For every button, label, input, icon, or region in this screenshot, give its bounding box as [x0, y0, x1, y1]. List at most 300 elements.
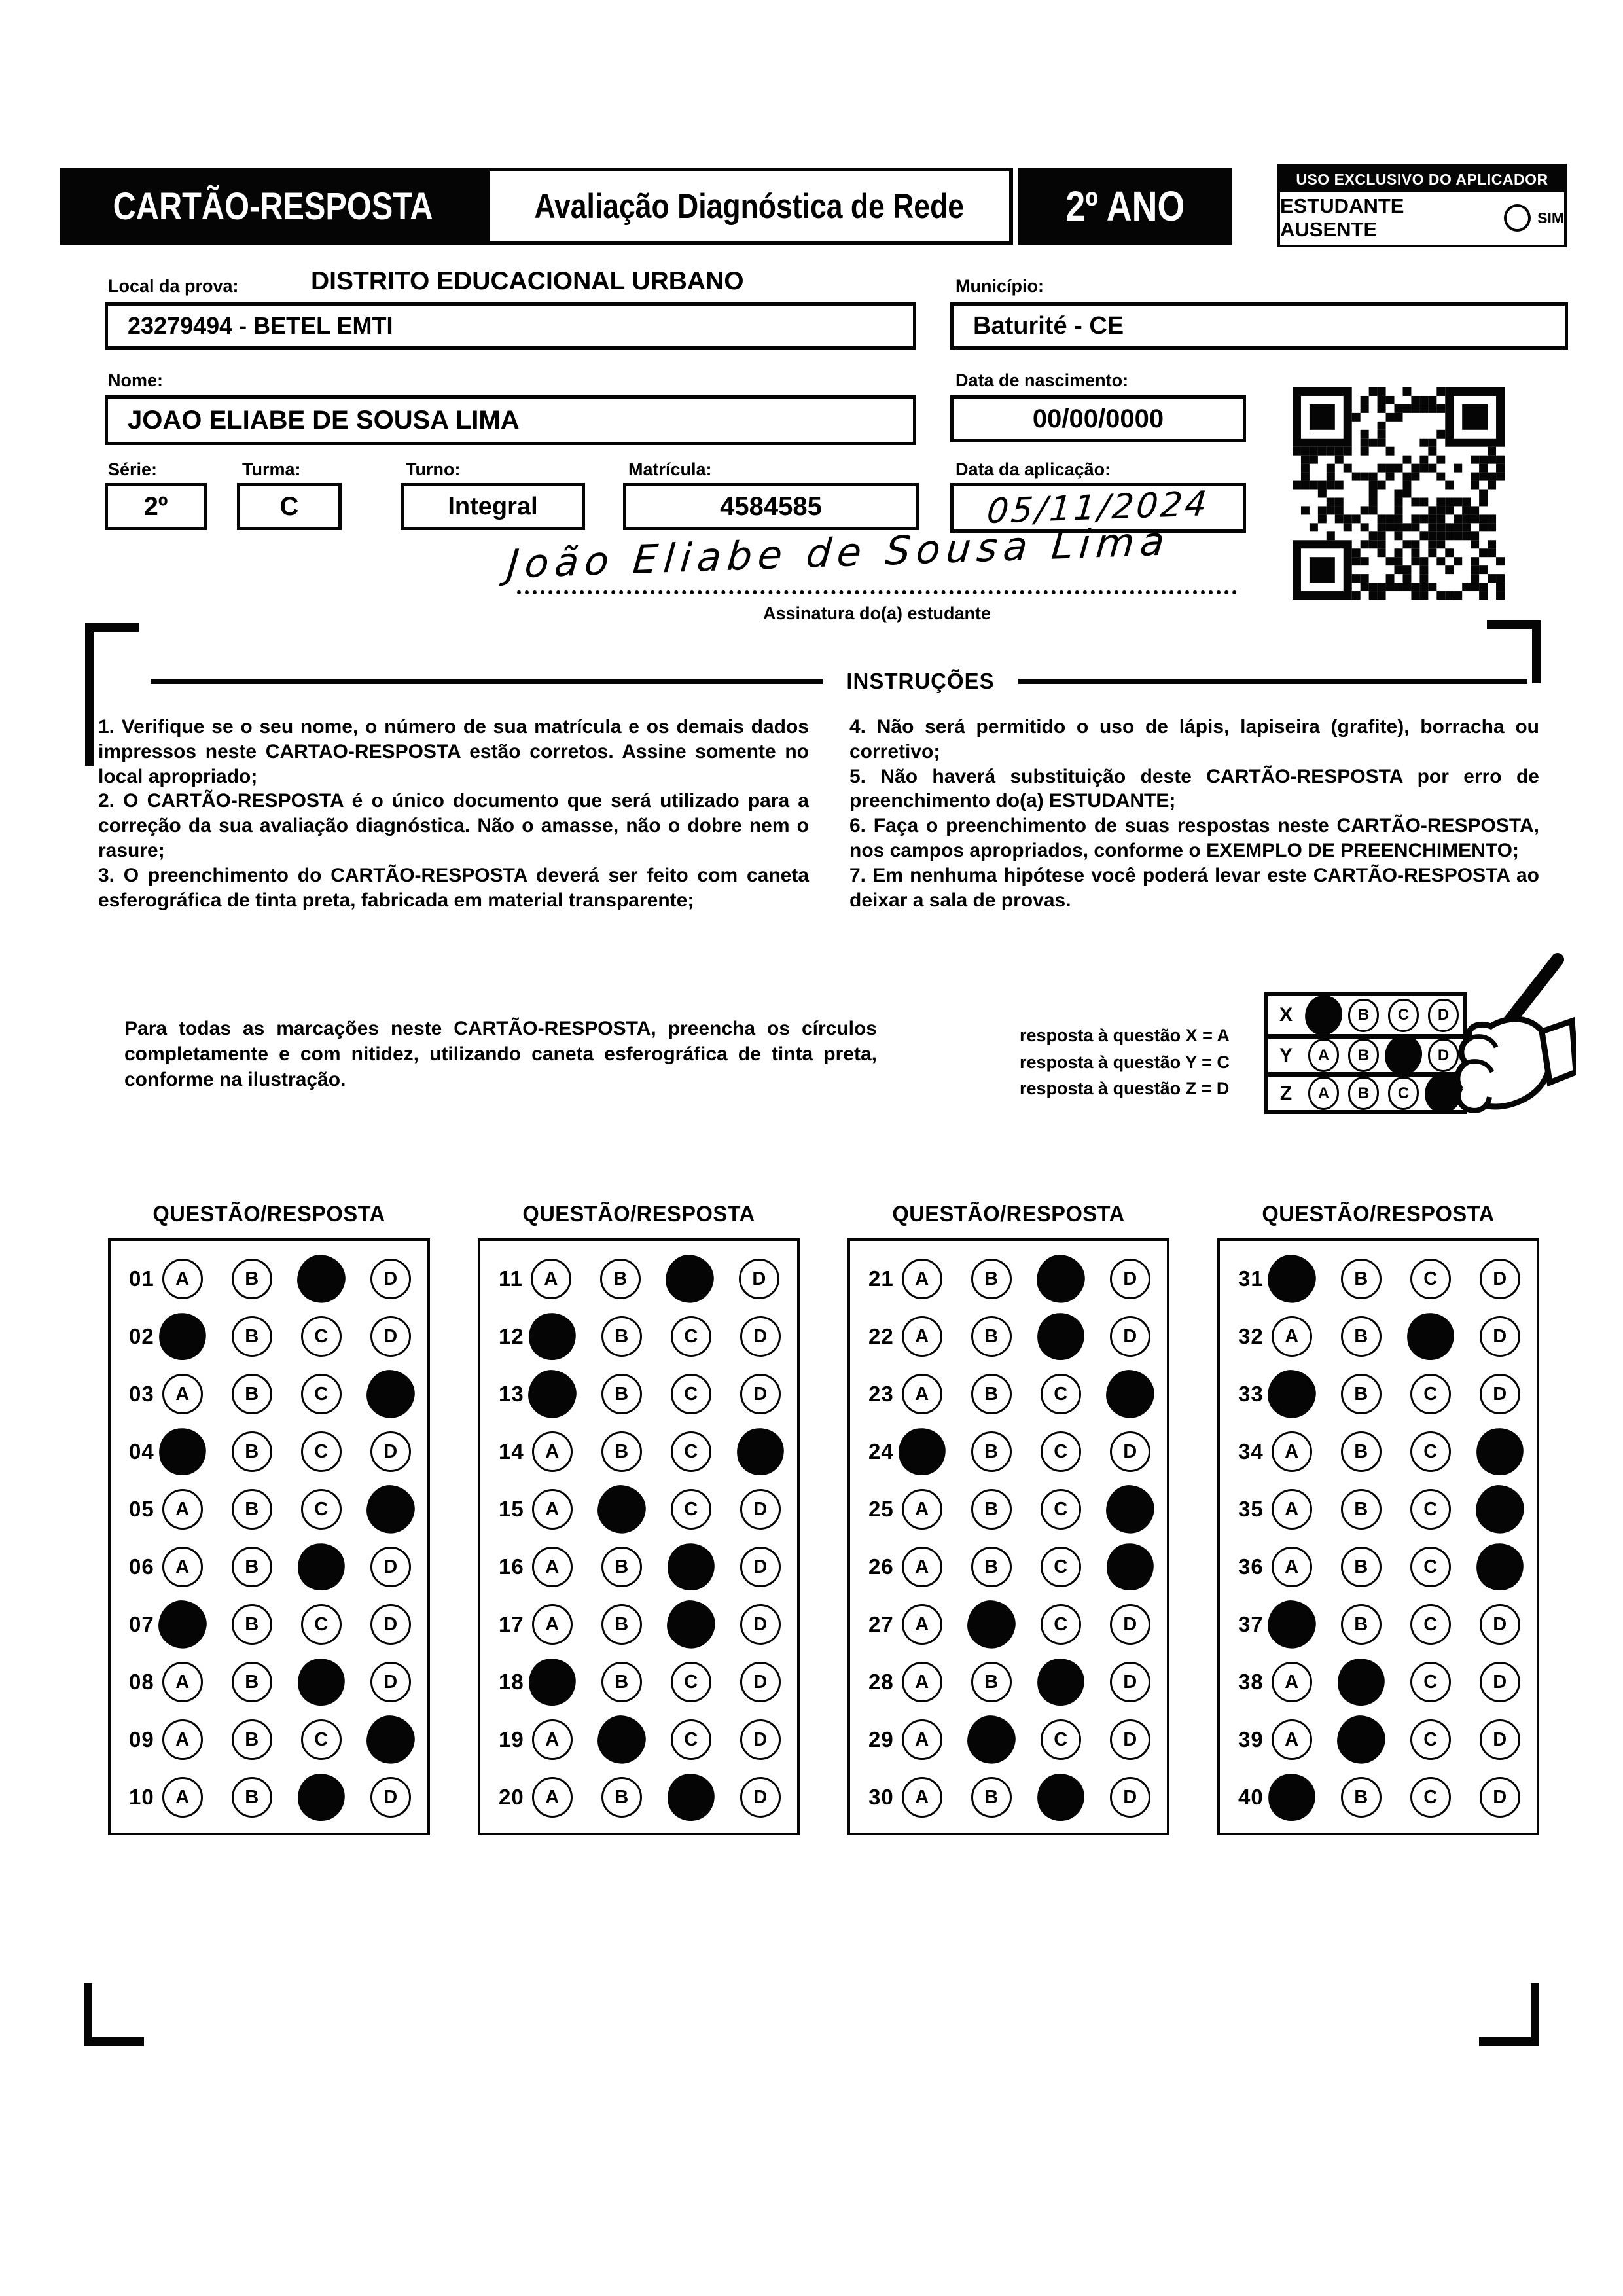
- bubble-24-C[interactable]: C: [1041, 1431, 1081, 1472]
- bubble-21-B[interactable]: B: [971, 1259, 1012, 1299]
- bubble-40-C[interactable]: C: [1410, 1777, 1451, 1818]
- aplicacao-label: Data da aplicação:: [955, 459, 1111, 479]
- bubble-32-B[interactable]: B: [1341, 1316, 1382, 1357]
- school-field: [105, 302, 916, 350]
- card-title-banner: [60, 168, 486, 245]
- divider-line-left: [151, 679, 823, 684]
- bubble-35-C[interactable]: C: [1410, 1489, 1451, 1530]
- bubble-21-A[interactable]: A: [902, 1259, 942, 1299]
- bubble-35-D[interactable]: [1472, 1482, 1527, 1537]
- bubble-08-B[interactable]: B: [232, 1662, 272, 1702]
- question-number: 16: [499, 1554, 524, 1579]
- question-number: 33: [1238, 1382, 1264, 1406]
- bubble-04-A[interactable]: [156, 1426, 209, 1478]
- bubble-36-C[interactable]: C: [1410, 1547, 1451, 1587]
- bubble-20-A[interactable]: A: [532, 1777, 573, 1818]
- bubble-18-C[interactable]: C: [671, 1662, 711, 1702]
- question-row-36: [1220, 1538, 1537, 1596]
- bubble-15-D[interactable]: D: [740, 1489, 781, 1530]
- question-number: 20: [499, 1785, 524, 1809]
- bubble-04-C[interactable]: C: [301, 1431, 342, 1472]
- bubble-10-D[interactable]: D: [370, 1777, 411, 1818]
- question-row-34: [1220, 1423, 1537, 1480]
- bubble-11-D[interactable]: D: [739, 1259, 779, 1299]
- bubble-36-A[interactable]: A: [1272, 1547, 1312, 1587]
- bubble-27-B[interactable]: [964, 1597, 1019, 1652]
- instruction-item: 7. Em nenhuma hipótese você poderá levar este CARTÃO-RESPOSTA ao deixar a sala de provas.: [849, 864, 1539, 911]
- bubble-06-A[interactable]: A: [162, 1547, 203, 1587]
- bubble-02-D[interactable]: D: [370, 1316, 411, 1357]
- bubble-33-C[interactable]: C: [1410, 1374, 1451, 1414]
- example-bubble-X-C: C: [1388, 999, 1419, 1032]
- bubble-32-C[interactable]: [1404, 1310, 1457, 1363]
- bubble-03-C[interactable]: C: [301, 1374, 342, 1414]
- nascimento-field: [950, 395, 1246, 442]
- bubble-17-B[interactable]: B: [601, 1604, 642, 1645]
- bubble-32-D[interactable]: D: [1480, 1316, 1520, 1357]
- bubble-39-D[interactable]: D: [1480, 1719, 1520, 1760]
- bubble-02-A[interactable]: [156, 1310, 209, 1363]
- bubble-07-D[interactable]: D: [370, 1604, 411, 1645]
- question-number: 30: [868, 1785, 894, 1809]
- bubble-26-D[interactable]: [1104, 1541, 1156, 1593]
- example-bubble-X-A: [1302, 992, 1345, 1038]
- question-row-38: [1220, 1653, 1537, 1711]
- exam-title-box: [486, 168, 1013, 245]
- card-title: CARTÃO-RESPOSTA: [113, 185, 433, 228]
- municipio-value: Baturité - CE: [973, 312, 1124, 340]
- bubble-37-C[interactable]: C: [1410, 1604, 1451, 1645]
- bubble-01-A[interactable]: A: [162, 1259, 203, 1299]
- bubble-28-D[interactable]: D: [1110, 1662, 1150, 1702]
- bubble-26-A[interactable]: A: [902, 1547, 942, 1587]
- question-number: 35: [1238, 1497, 1264, 1521]
- municipio-field: [950, 302, 1568, 350]
- bubble-18-B[interactable]: B: [601, 1662, 642, 1702]
- bubble-03-D[interactable]: [363, 1367, 418, 1422]
- bubble-23-D[interactable]: [1103, 1367, 1158, 1422]
- example-row-label: X: [1279, 1004, 1293, 1026]
- nome-value: JOAO ELIABE DE SOUSA LIMA: [128, 405, 520, 435]
- bubble-09-C[interactable]: C: [301, 1719, 342, 1760]
- bubble-06-B[interactable]: B: [232, 1547, 272, 1587]
- bubble-23-C[interactable]: C: [1041, 1374, 1081, 1414]
- instruction-item: 3. O preenchimento do CARTÃO-RESPOSTA deverá ser feito com caneta esferográfica de tinta preta, fabricada em material transparente;: [98, 864, 809, 911]
- question-row-17: [480, 1596, 797, 1653]
- example-bubble-X-D: D: [1428, 999, 1459, 1032]
- question-row-28: [850, 1653, 1167, 1711]
- question-row-19: [480, 1711, 797, 1768]
- bubble-19-A[interactable]: A: [532, 1719, 573, 1760]
- turma-value: C: [279, 492, 299, 521]
- turno-label: Turno:: [406, 459, 461, 479]
- bubble-25-D[interactable]: [1103, 1482, 1158, 1537]
- bubble-09-D[interactable]: [363, 1712, 418, 1767]
- bubble-15-A[interactable]: A: [532, 1489, 573, 1530]
- question-number: 38: [1238, 1670, 1264, 1694]
- instruction-item: 4. Não será permitido o uso de lápis, lapiseira (grafite), borracha ou corretivo;: [849, 716, 1539, 762]
- bubble-14-B[interactable]: B: [601, 1431, 642, 1472]
- bubble-35-B[interactable]: B: [1341, 1489, 1382, 1530]
- example-legend-y: resposta à questão Y = C: [1020, 1052, 1230, 1072]
- question-number: 11: [499, 1266, 523, 1291]
- bubble-05-D[interactable]: [363, 1482, 418, 1537]
- bubble-25-A[interactable]: A: [902, 1489, 942, 1530]
- serie-label: Série:: [108, 459, 158, 479]
- bubble-11-C[interactable]: [662, 1251, 717, 1306]
- bubble-08-C[interactable]: [295, 1656, 348, 1708]
- question-row-04: [111, 1423, 427, 1480]
- bubble-37-B[interactable]: B: [1341, 1604, 1382, 1645]
- bubble-14-C[interactable]: C: [671, 1431, 711, 1472]
- question-row-24: [850, 1423, 1167, 1480]
- answers-column-box-4: [1217, 1238, 1539, 1835]
- grade-banner: [1018, 168, 1232, 245]
- question-row-39: [1220, 1711, 1537, 1768]
- nome-label: Nome:: [108, 370, 164, 390]
- bubble-34-D[interactable]: [1474, 1426, 1526, 1478]
- question-row-32: [1220, 1308, 1537, 1365]
- bubble-29-A[interactable]: A: [902, 1719, 942, 1760]
- bubble-05-C[interactable]: C: [301, 1489, 342, 1530]
- bubble-15-C[interactable]: C: [671, 1489, 711, 1530]
- bubble-27-C[interactable]: C: [1041, 1604, 1081, 1645]
- bubble-19-C[interactable]: C: [671, 1719, 711, 1760]
- aplicacao-handwritten-value: 05/11/2024: [985, 484, 1211, 532]
- bubble-19-B[interactable]: [594, 1712, 649, 1767]
- municipio-label: Município:: [955, 276, 1044, 296]
- bubble-08-D[interactable]: D: [370, 1662, 411, 1702]
- answers-column-box-2: [478, 1238, 800, 1835]
- local-label: Local da prova:: [108, 276, 239, 296]
- example-bubble-Y-B: B: [1348, 1039, 1379, 1072]
- turma-label: Turma:: [242, 459, 301, 479]
- grade-label: 2º ANO: [1065, 183, 1185, 230]
- signature-caption: Assinatura do(a) estudante: [762, 603, 991, 623]
- bubble-38-C[interactable]: C: [1410, 1662, 1451, 1702]
- bubble-25-C[interactable]: C: [1041, 1489, 1081, 1530]
- example-row-label: Y: [1279, 1044, 1293, 1066]
- bubble-16-D[interactable]: D: [740, 1547, 781, 1587]
- instruction-item: 6. Faça o preenchimento de suas respostas neste CARTÃO-RESPOSTA, nos campos apropriados, conforme o EXEMPLO DE PREENCHIMENTO;: [849, 815, 1539, 861]
- question-row-21: [850, 1250, 1167, 1308]
- bubble-30-A[interactable]: A: [902, 1777, 942, 1818]
- bubble-38-A[interactable]: A: [1272, 1662, 1312, 1702]
- answers-column-title-4: QUESTÃO/RESPOSTA: [1262, 1202, 1495, 1227]
- bubble-22-A[interactable]: A: [902, 1316, 942, 1357]
- bubble-24-D[interactable]: D: [1110, 1431, 1150, 1472]
- instructions-column-left: [98, 715, 809, 912]
- question-number: 03: [129, 1382, 154, 1406]
- bubble-38-B[interactable]: [1335, 1656, 1387, 1708]
- bubble-17-D[interactable]: D: [740, 1604, 781, 1645]
- answers-column-title-1: QUESTÃO/RESPOSTA: [152, 1202, 385, 1227]
- bubble-34-B[interactable]: B: [1341, 1431, 1382, 1472]
- question-row-16: [480, 1538, 797, 1596]
- crop-mark-bottom-left: [84, 1983, 144, 2046]
- answers-column-box-3: [847, 1238, 1169, 1835]
- question-number: 01: [129, 1266, 154, 1291]
- bubble-31-B[interactable]: B: [1341, 1259, 1382, 1299]
- question-number: 23: [868, 1382, 894, 1406]
- bubble-33-D[interactable]: D: [1480, 1374, 1520, 1414]
- question-row-25: [850, 1480, 1167, 1538]
- school-value: 23279494 - BETEL EMTI: [128, 312, 393, 339]
- question-row-13: [480, 1365, 797, 1423]
- turma-field: [237, 483, 342, 530]
- bubble-34-A[interactable]: A: [1272, 1431, 1312, 1472]
- bubble-33-B[interactable]: B: [1341, 1374, 1382, 1414]
- bubble-07-C[interactable]: C: [301, 1604, 342, 1645]
- qr-code: [1293, 387, 1505, 600]
- bubble-25-B[interactable]: B: [971, 1489, 1012, 1530]
- bubble-20-C[interactable]: [665, 1771, 717, 1823]
- question-number: 27: [868, 1612, 894, 1636]
- nascimento-label: Data de nascimento:: [955, 370, 1129, 390]
- question-number: 26: [868, 1554, 894, 1579]
- example-legend-z: resposta à questão Z = D: [1020, 1079, 1230, 1098]
- bubble-27-D[interactable]: D: [1110, 1604, 1150, 1645]
- bubble-39-B[interactable]: [1334, 1712, 1389, 1767]
- bubble-39-C[interactable]: C: [1410, 1719, 1451, 1760]
- bubble-26-B[interactable]: B: [971, 1547, 1012, 1587]
- absent-checkbox-circle[interactable]: [1504, 204, 1531, 232]
- bubble-14-A[interactable]: A: [532, 1431, 573, 1472]
- bubble-13-D[interactable]: D: [740, 1374, 781, 1414]
- question-row-15: [480, 1480, 797, 1538]
- absent-label: ESTUDANTE AUSENTE: [1280, 194, 1404, 241]
- bubble-17-A[interactable]: A: [532, 1604, 573, 1645]
- bubble-04-D[interactable]: D: [370, 1431, 411, 1472]
- bubble-22-B[interactable]: B: [971, 1316, 1012, 1357]
- question-number: 04: [129, 1439, 154, 1463]
- bubble-03-B[interactable]: B: [232, 1374, 272, 1414]
- bubble-28-A[interactable]: A: [902, 1662, 942, 1702]
- bubble-32-A[interactable]: A: [1272, 1316, 1312, 1357]
- bubble-21-D[interactable]: D: [1110, 1259, 1150, 1299]
- question-row-18: [480, 1653, 797, 1711]
- bubble-28-B[interactable]: B: [971, 1662, 1012, 1702]
- question-number: 29: [868, 1727, 894, 1751]
- bubble-09-A[interactable]: A: [162, 1719, 203, 1760]
- bubble-17-C[interactable]: [664, 1597, 719, 1652]
- nascimento-value: 00/00/0000: [1032, 404, 1164, 433]
- bubble-05-B[interactable]: B: [232, 1489, 272, 1530]
- bubble-02-C[interactable]: C: [301, 1316, 342, 1357]
- question-row-05: [111, 1480, 427, 1538]
- bubble-07-B[interactable]: B: [232, 1604, 272, 1645]
- bubble-28-C[interactable]: [1035, 1656, 1087, 1708]
- bubble-12-D[interactable]: D: [740, 1316, 781, 1357]
- bubble-11-B[interactable]: B: [600, 1259, 641, 1299]
- bubble-37-D[interactable]: D: [1480, 1604, 1520, 1645]
- bubble-30-D[interactable]: D: [1110, 1777, 1150, 1818]
- bubble-21-C[interactable]: [1033, 1251, 1088, 1306]
- bubble-18-D[interactable]: D: [740, 1662, 781, 1702]
- bubble-38-D[interactable]: D: [1480, 1662, 1520, 1702]
- bubble-40-B[interactable]: B: [1341, 1777, 1382, 1818]
- bubble-01-D[interactable]: D: [370, 1259, 411, 1299]
- bubble-20-B[interactable]: B: [601, 1777, 642, 1818]
- question-number: 06: [129, 1554, 154, 1579]
- question-number: 18: [499, 1670, 524, 1694]
- bubble-24-B[interactable]: B: [971, 1431, 1012, 1472]
- question-number: 39: [1238, 1727, 1264, 1751]
- question-row-27: [850, 1596, 1167, 1653]
- example-row-label: Z: [1279, 1082, 1293, 1104]
- question-row-08: [111, 1653, 427, 1711]
- matricula-field: [623, 483, 919, 530]
- question-number: 17: [499, 1612, 524, 1636]
- bubble-03-A[interactable]: A: [162, 1374, 203, 1414]
- bubble-40-D[interactable]: D: [1480, 1777, 1520, 1818]
- question-row-30: [850, 1768, 1167, 1826]
- example-legend-x: resposta à questão X = A: [1020, 1026, 1230, 1045]
- signature-line[interactable]: [517, 558, 1237, 594]
- question-number: 02: [129, 1324, 154, 1348]
- bubble-13-C[interactable]: C: [671, 1374, 711, 1414]
- bubble-16-B[interactable]: B: [601, 1547, 642, 1587]
- bubble-02-B[interactable]: B: [232, 1316, 272, 1357]
- bubble-19-D[interactable]: D: [740, 1719, 781, 1760]
- applicator-box: [1277, 164, 1567, 247]
- question-row-11: [480, 1250, 797, 1308]
- bubble-20-D[interactable]: D: [740, 1777, 781, 1818]
- student-signature-handwritten[interactable]: João Eliabe de Sousa Lima: [505, 518, 1173, 588]
- instructions-column-right: [849, 715, 1539, 912]
- example-bubble-Z-C: C: [1388, 1077, 1419, 1110]
- answers-column-title-3: QUESTÃO/RESPOSTA: [892, 1202, 1125, 1227]
- bubble-01-C[interactable]: [294, 1251, 349, 1306]
- question-number: 14: [499, 1439, 524, 1463]
- bubble-37-A[interactable]: [1264, 1597, 1319, 1652]
- bubble-16-A[interactable]: A: [532, 1547, 573, 1587]
- bubble-39-A[interactable]: A: [1272, 1719, 1312, 1760]
- question-row-29: [850, 1711, 1167, 1768]
- divider-line-right: [1018, 679, 1527, 684]
- instruction-item: 1. Verifique se o seu nome, o número de sua matrícula e os demais dados impressos neste CARTAO-RESPOSTA estão corretos. Assine somente no local apropriado;: [98, 716, 809, 787]
- example-bubble-Y-A: A: [1308, 1039, 1339, 1072]
- bubble-05-A[interactable]: A: [162, 1489, 203, 1530]
- bubble-36-B[interactable]: B: [1341, 1547, 1382, 1587]
- question-number: 21: [868, 1266, 894, 1291]
- bubble-30-C[interactable]: [1035, 1771, 1087, 1823]
- question-row-40: [1220, 1768, 1537, 1826]
- question-number: 19: [499, 1727, 524, 1751]
- bubble-12-B[interactable]: B: [601, 1316, 642, 1357]
- bubble-10-B[interactable]: B: [232, 1777, 272, 1818]
- question-number: 12: [499, 1324, 524, 1348]
- question-row-35: [1220, 1480, 1537, 1538]
- bubble-15-B[interactable]: [594, 1482, 649, 1537]
- hand-pen-illustration: [1393, 948, 1576, 1151]
- bubble-06-D[interactable]: D: [370, 1547, 411, 1587]
- bubble-13-A[interactable]: [525, 1367, 580, 1422]
- bubble-06-C[interactable]: [295, 1541, 348, 1593]
- bubble-36-D[interactable]: [1474, 1541, 1526, 1593]
- bubble-31-A[interactable]: [1264, 1251, 1319, 1306]
- bubble-10-A[interactable]: A: [162, 1777, 203, 1818]
- example-bubble-Z-A: A: [1308, 1077, 1339, 1110]
- matricula-value: 4584585: [720, 492, 822, 521]
- question-row-22: [850, 1308, 1167, 1365]
- bubble-29-C[interactable]: C: [1041, 1719, 1081, 1760]
- bubble-22-C[interactable]: [1035, 1310, 1087, 1363]
- bubble-10-C[interactable]: [295, 1771, 348, 1823]
- bubble-29-B[interactable]: [964, 1712, 1019, 1767]
- bubble-13-B[interactable]: B: [601, 1374, 642, 1414]
- example-bubble-X-B: B: [1348, 999, 1379, 1032]
- bubble-07-A[interactable]: [155, 1597, 210, 1652]
- question-row-06: [111, 1538, 427, 1596]
- turno-field: [401, 483, 585, 530]
- bubble-35-A[interactable]: A: [1272, 1489, 1312, 1530]
- question-number: 36: [1238, 1554, 1264, 1579]
- answers-column-title-2: QUESTÃO/RESPOSTA: [522, 1202, 755, 1227]
- bubble-14-D[interactable]: [734, 1426, 787, 1478]
- bubble-34-C[interactable]: C: [1410, 1431, 1451, 1472]
- bubble-31-D[interactable]: D: [1480, 1259, 1520, 1299]
- serie-field: [105, 483, 207, 530]
- matricula-label: Matrícula:: [628, 459, 712, 479]
- bubble-12-C[interactable]: C: [671, 1316, 711, 1357]
- bubble-31-C[interactable]: C: [1410, 1259, 1451, 1299]
- bubble-12-A[interactable]: [526, 1310, 579, 1363]
- bubble-24-A[interactable]: [896, 1426, 948, 1478]
- bubble-22-D[interactable]: D: [1110, 1316, 1150, 1357]
- bubble-18-A[interactable]: [526, 1656, 579, 1708]
- question-number: 28: [868, 1670, 894, 1694]
- bubble-08-A[interactable]: A: [162, 1662, 203, 1702]
- bubble-11-A[interactable]: A: [531, 1259, 571, 1299]
- question-row-31: [1220, 1250, 1537, 1308]
- instruction-item: 5. Não haverá substituição deste CARTÃO-RESPOSTA por erro de preenchimento do(a) ESTUDANTE;: [849, 765, 1539, 812]
- question-row-12: [480, 1308, 797, 1365]
- bubble-27-A[interactable]: A: [902, 1604, 942, 1645]
- crop-mark-bottom-right: [1479, 1983, 1539, 2046]
- question-row-20: [480, 1768, 797, 1826]
- question-number: 10: [129, 1785, 154, 1809]
- question-row-03: [111, 1365, 427, 1423]
- bubble-23-B[interactable]: B: [971, 1374, 1012, 1414]
- bubble-40-A[interactable]: [1266, 1771, 1318, 1823]
- question-number: 25: [868, 1497, 894, 1521]
- question-number: 34: [1238, 1439, 1264, 1463]
- bubble-01-B[interactable]: B: [232, 1259, 272, 1299]
- bubble-23-A[interactable]: A: [902, 1374, 942, 1414]
- question-row-26: [850, 1538, 1167, 1596]
- instructions-divider: [151, 669, 1527, 694]
- applicator-box-title: USO EXCLUSIVO DO APLICADOR: [1280, 166, 1564, 192]
- question-number: 15: [499, 1497, 524, 1521]
- bubble-30-B[interactable]: B: [971, 1777, 1012, 1818]
- question-row-01: [111, 1250, 427, 1308]
- bubble-04-B[interactable]: B: [232, 1431, 272, 1472]
- answers-column-box-1: [108, 1238, 430, 1835]
- question-row-23: [850, 1365, 1167, 1423]
- instructions-title: INSTRUÇÕES: [846, 669, 995, 693]
- question-number: 37: [1238, 1612, 1264, 1636]
- example-instruction-text: Para todas as marcações neste CARTÃO-RESPOSTA, preencha os círculos completamente e com nitidez, utilizando caneta esferográfica de tinta preta, conforme na ilustração.: [124, 1018, 877, 1090]
- bubble-29-D[interactable]: D: [1110, 1719, 1150, 1760]
- bubble-33-A[interactable]: [1264, 1367, 1319, 1422]
- bubble-26-C[interactable]: C: [1041, 1547, 1081, 1587]
- question-number: 40: [1238, 1785, 1264, 1809]
- question-row-33: [1220, 1365, 1537, 1423]
- question-number: 05: [129, 1497, 154, 1521]
- bubble-16-C[interactable]: [665, 1541, 717, 1593]
- bubble-09-B[interactable]: B: [232, 1719, 272, 1760]
